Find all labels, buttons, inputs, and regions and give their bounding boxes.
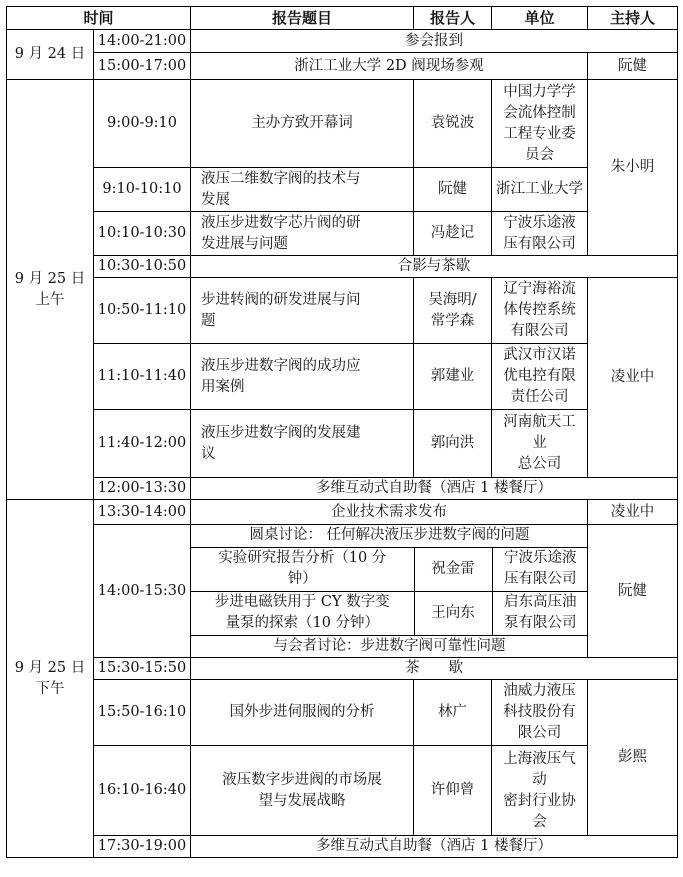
speaker-cell: 袁锐波: [414, 80, 492, 168]
table-row: [7, 168, 678, 212]
unit-cell: 宁波乐途液 压有限公司: [492, 547, 588, 591]
header-host: 主持人: [588, 7, 678, 30]
host-cell: 阮健: [588, 525, 678, 658]
talk-title: 步进转阀的研发进展与问 题: [191, 278, 414, 344]
speaker-cell: 冯趁记: [414, 212, 492, 256]
table-row: [7, 836, 678, 858]
session-title: 企业技术需求发布: [191, 500, 588, 525]
table-row: [7, 410, 678, 478]
session-title: 多维互动式自助餐（酒店 1 楼餐厅）: [191, 478, 678, 500]
unit-cell: 河南航天工 业 总公司: [492, 410, 588, 478]
roundtable-subtable: [191, 525, 588, 657]
session-title: 茶 歇: [191, 658, 678, 680]
speaker-cell: 许仰曾: [414, 746, 492, 836]
unit-cell: 宁波乐途液 压有限公司: [492, 212, 588, 256]
roundtable-block: [191, 525, 588, 658]
host-cell: 彭熙: [588, 680, 678, 836]
time-cell: 9:10-10:10: [94, 168, 191, 212]
header-title: 报告题目: [191, 7, 414, 30]
speaker-cell: 林广: [414, 680, 492, 746]
host-cell: 凌业中: [588, 278, 678, 478]
table-row: [7, 525, 678, 658]
talk-title: 液压步进数字阀的成功应 用案例: [191, 344, 414, 410]
roundtable-heading-row: [191, 525, 588, 547]
table-row: [7, 658, 678, 680]
host-cell: 朱小明: [588, 80, 678, 256]
unit-cell: 启东高压油 泵有限公司: [492, 591, 588, 635]
unit-cell: 中国力学学 会流体控制 工程专业委 员会: [492, 80, 588, 168]
unit-cell: 浙江工业大学: [492, 168, 588, 212]
date-cell: 9 月 25 日 上午: [7, 80, 94, 500]
session-title: 浙江工业大学 2D 阀现场参观: [191, 53, 588, 80]
table-row: [7, 256, 678, 278]
session-title: 参会报到: [191, 30, 678, 53]
header-speaker: 报告人: [414, 7, 492, 30]
session-title: 合影与茶歇: [191, 256, 678, 278]
table-row: [7, 680, 678, 746]
discussion-row: [191, 635, 588, 657]
time-cell: 10:30-10:50: [94, 256, 191, 278]
time-cell: 14:00-21:00: [94, 30, 191, 53]
table-row: [7, 746, 678, 836]
time-cell: 15:30-15:50: [94, 658, 191, 680]
time-cell: 15:00-17:00: [94, 53, 191, 80]
time-cell: 10:50-11:10: [94, 278, 191, 344]
header-time: 时间: [7, 7, 191, 30]
header-row: [7, 7, 678, 30]
speaker-cell: 祝金雷: [414, 547, 492, 591]
host-cell: 阮健: [588, 53, 678, 80]
unit-cell: 辽宁海裕流 体传控系统 有限公司: [492, 278, 588, 344]
talk-title: 液压数字步进阀的市场展 望与发展战略: [191, 746, 414, 836]
discussion-text: 与会者讨论：步进数字阀可靠性问题: [191, 635, 588, 657]
time-cell: 10:10-10:30: [94, 212, 191, 256]
talk-title: 主办方致开幕词: [191, 80, 414, 168]
talk-title: 国外步进伺服阀的分析: [191, 680, 414, 746]
talk-title: 液压步进数字阀的发展建 议: [191, 410, 414, 478]
speaker-cell: 吴海明/ 常学森: [414, 278, 492, 344]
speaker-cell: 郭建业: [414, 344, 492, 410]
table-row: [7, 278, 678, 344]
header-unit: 单位: [492, 7, 588, 30]
host-cell: 凌业中: [588, 500, 678, 525]
unit-cell: 上海液压气 动 密封行业协 会: [492, 746, 588, 836]
talk-title: 液压二维数字阀的技术与 发展: [191, 168, 414, 212]
speaker-cell: 郭向洪: [414, 410, 492, 478]
time-cell: 14:00-15:30: [94, 525, 191, 658]
date-cell: 9 月 24 日: [7, 30, 94, 80]
time-cell: 13:30-14:00: [94, 500, 191, 525]
table-row: [191, 591, 588, 635]
time-cell: 11:40-12:00: [94, 410, 191, 478]
date-cell: 9 月 25 日 下午: [7, 500, 94, 858]
speaker-cell: 阮健: [414, 168, 492, 212]
session-title: 多维互动式自助餐（酒店 1 楼餐厅）: [191, 836, 678, 858]
talk-title: 步进电磁铁用于 CY 数字变 量泵的探索（10 分钟）: [191, 591, 414, 635]
talk-title: 实验研究报告分析（10 分 钟）: [191, 547, 414, 591]
time-cell: 9:00-9:10: [94, 80, 191, 168]
table-row: [7, 30, 678, 53]
roundtable-heading: 圆桌讨论： 任何解决液压步进数字阀的问题: [191, 525, 588, 547]
unit-cell: 油威力液压 科技股份有 限公司: [492, 680, 588, 746]
talk-title: 液压步进数字芯片阀的研 发进展与问题: [191, 212, 414, 256]
time-cell: 17:30-19:00: [94, 836, 191, 858]
table-row: [7, 80, 678, 168]
table-row: [7, 212, 678, 256]
time-cell: 11:10-11:40: [94, 344, 191, 410]
table-row: [191, 547, 588, 591]
time-cell: 16:10-16:40: [94, 746, 191, 836]
table-row: [7, 500, 678, 525]
table-row: [7, 344, 678, 410]
table-row: [7, 478, 678, 500]
table-row: [7, 53, 678, 80]
time-cell: 15:50-16:10: [94, 680, 191, 746]
unit-cell: 武汉市汉诺 优电控有限 责任公司: [492, 344, 588, 410]
conference-schedule-table: [6, 6, 678, 858]
time-cell: 12:00-13:30: [94, 478, 191, 500]
speaker-cell: 王向东: [414, 591, 492, 635]
